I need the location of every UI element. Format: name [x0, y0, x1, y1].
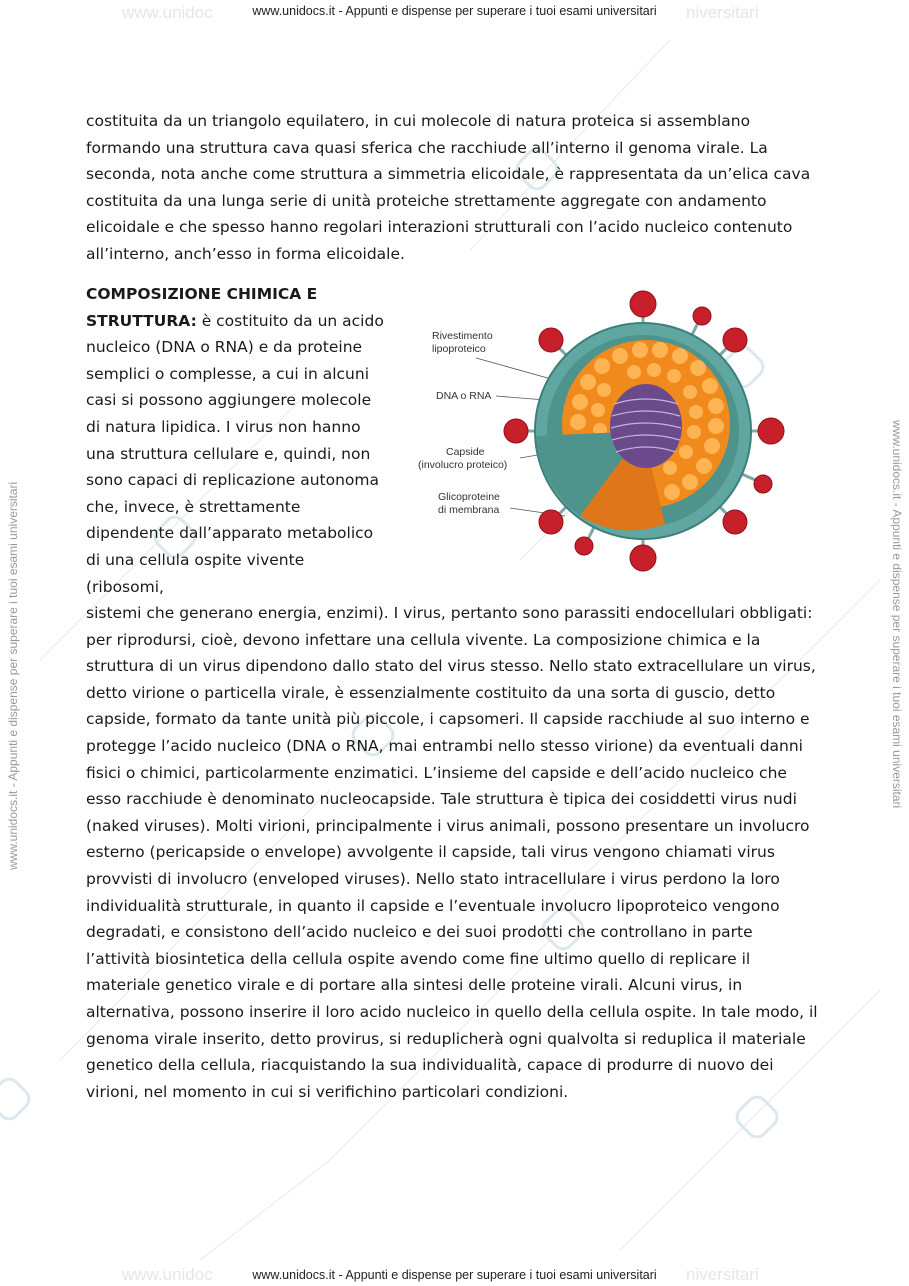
side-watermark-left: www.unidocs.it - Appunti e dispense per superare i tuoi esami universitari — [6, 481, 20, 870]
label-capsid-line1: Capside — [446, 446, 485, 458]
virus-structure-figure — [410, 286, 794, 578]
label-envelope-line2: lipoproteico — [432, 343, 486, 355]
ghost-watermark-left-bottom: www.unidoc — [122, 1265, 213, 1284]
paragraph-symmetry: costituita da un triangolo equilatero, in cui molecole di natura proteica si assemblano formando una struttura cava quasi sferica che racchiude all’interno il genoma virale. La seconda, nota anche come struttura a simmetria elicoidale, è rappresentata da un’elica cava costituita da una lunga serie di unità proteiche strettamente aggregate con andamento elicoidale e che spesso hanno regolari interazioni strutturali con l’acido nucleico contenuto all’interno, anch’esso in forma elicoidale. — [86, 112, 811, 263]
ghost-watermark-right-bottom: niversitari — [686, 1265, 759, 1284]
ghost-watermark-right-top: niversitari — [686, 3, 759, 22]
header-watermark: www.unidocs.it - Appunti e dispense per superare i tuoi esami universitari — [252, 4, 657, 18]
paragraph-composition-text: è costituito da un acido nucleico (DNA o RNA) e da proteine semplici o complesse, a cui in alcuni casi si possono aggiungere molecole di natura lipidica. I virus non hanno una struttura cellulare e, quindi, non sono capaci di replicazione autonoma che, invece, è strettamente dipendente dall’apparato metabolico di una cellula ospite vivente (ribosomi, — [86, 311, 384, 596]
label-envelope-line1: Rivestimento — [432, 330, 493, 342]
label-capsid-line2: (involucro proteico) — [418, 459, 508, 471]
section-heading: COMPOSIZIONE CHIMICA E STRUTTURA: — [86, 285, 318, 330]
paragraph-virus-states: sistemi che generano energia, enzimi). I virus, pertanto sono parassiti endocellulari obbligati: per riprodursi, cioè, devono infettare una cellula vivente. La composizione chimica e la struttura di un virus dipendono dallo stato del virus stesso. Nello stato extracellulare un virus, detto virione o particella virale, è essenzialmente costituito da una sorta di guscio, detto capside, formato da tante unità più piccole, i capsomeri. Il capside racchiude al suo interno e protegge l’acido nucleico (DNA o RNA, mai entrambi nello stesso virione) da eventuali danni fisici o chimici, particolarmente enzimatici. L’insieme del capside e dell’acido nucleico che esso racchiude è denominato nucleocapside. Tale struttura è tipica dei cosiddetti virus nudi (naked viruses). Molti virioni, principalmente i virus animali, possono presentare un involucro esterno (pericapside o envelope) avvolgente il capside, tali virus vengono chiamati virus provvisti di involucro (enveloped viruses). Nello stato intracellulare i virus perdono la loro individualità strutturale, in quanto il capside e l’eventuale involucro lipoproteico vengono degradati, e consistono dell’acido nucleico e dei suoi prodotti che controllano in parte l’attività biosintetica della cellula ospite avendo come fine ultimo quello di replicare il materiale genetico virale e di portare alla sintesi delle proteine virali. Alcuni virus, in alternativa, possono inserire il loro acido nucleico in quello della cellula ospite. In tale modo, il genoma virale inserito, detto provirus, si reduplicherà ogni qualvolta si reduplica il materiale genetico della cellula, riacquistando la sua individualità, capace di produrre di nuovo dei virioni, nel momento in cui si verifichino particolari condizioni. — [86, 604, 818, 1101]
side-watermark-right: www.unidocs.it - Appunti e dispense per superare i tuoi esami universitari — [890, 420, 904, 809]
paragraph-composition-intro — [86, 281, 386, 600]
label-nucleic-acid: DNA o RNA — [436, 390, 492, 402]
nucleic-acid-core — [610, 384, 682, 468]
label-glycoprotein-line2: di membrana — [438, 504, 500, 516]
footer-watermark: www.unidocs.it - Appunti e dispense per superare i tuoi esami universitari — [252, 1268, 657, 1282]
label-glycoprotein-line1: Glicoproteine — [438, 491, 500, 503]
ghost-watermark-left-top: www.unidoc — [122, 3, 213, 22]
